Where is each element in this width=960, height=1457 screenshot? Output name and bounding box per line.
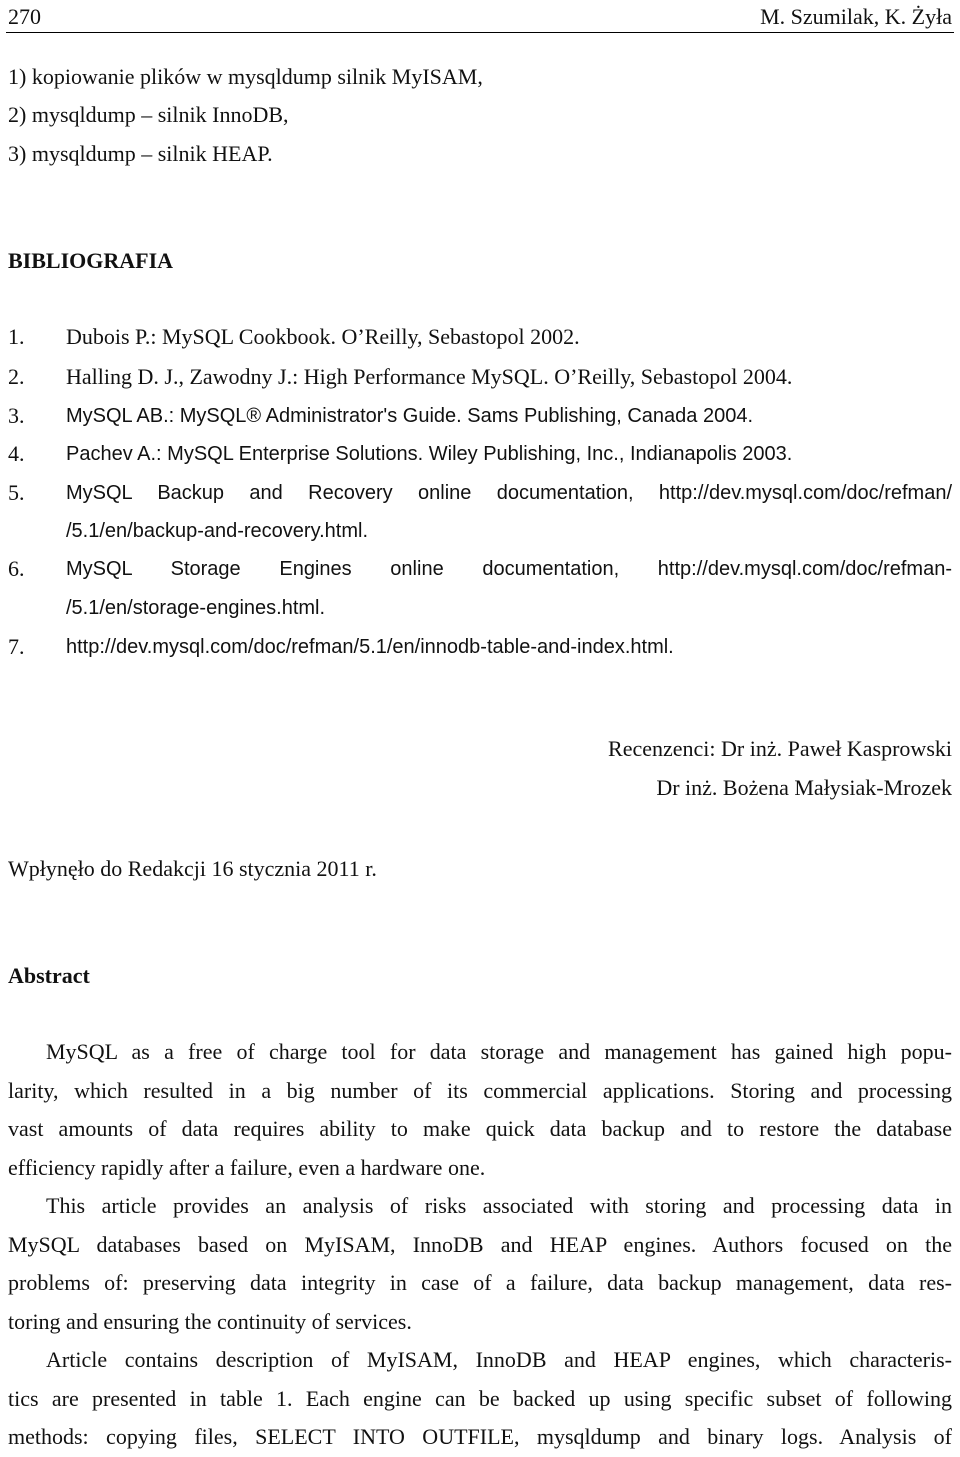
bib-entry-number: 7. <box>8 634 25 659</box>
running-head-authors: M. Szumilak, K. Żyła <box>760 4 952 29</box>
abstract-line: tics are presented in table 1. Each engine can be backed up using specific subset of following <box>8 1385 952 1411</box>
abstract-paragraph <box>8 1187 952 1341</box>
bib-entry-text-cont: /5.1/en/backup-and-recovery.html. <box>66 520 369 542</box>
abstract-line: This article provides an analysis of risks associated with storing and processing data in <box>46 1193 952 1218</box>
bib-entry-text: Pachev A.: MySQL Enterprise Solutions. Wiley Publishing, Inc., Indianapolis 2003. <box>66 443 793 465</box>
bib-entry-text-cont: /5.1/en/storage-engines.html. <box>66 597 326 619</box>
header-rule <box>6 32 954 33</box>
abstract-line: methods: copying files, SELECT INTO OUTFILE, mysqldump and binary logs. Analysis of <box>8 1424 952 1449</box>
page-number: 270 <box>8 4 41 29</box>
abstract-title: Abstract <box>8 963 90 988</box>
bib-entry-number: 1. <box>8 324 25 349</box>
abstract-paragraph <box>8 1341 952 1457</box>
method-item: 3) mysqldump – silnik HEAP. <box>8 141 273 166</box>
abstract-line: efficiency rapidly after a failure, even a hardware one. <box>8 1154 486 1180</box>
bib-entry-text: MySQL AB.: MySQL® Administrator's Guide. Sams Publishing, Canada 2004. <box>66 405 754 427</box>
reviewers-line: Recenzenci: Dr inż. Paweł Kasprowski <box>608 736 952 761</box>
bib-entry-number: 4. <box>8 441 25 466</box>
abstract-paragraph <box>8 1033 952 1187</box>
bibliography-title: BIBLIOGRAFIA <box>8 248 174 273</box>
abstract-line: toring and ensuring the continuity of services. <box>8 1308 412 1334</box>
bib-entry-number: 3. <box>8 403 25 428</box>
abstract-line: MySQL databases based on MyISAM, InnoDB and HEAP engines. Authors focused on the <box>8 1231 952 1257</box>
bib-entry-text: MySQL Backup and Recovery online documentation, http://dev.mysql.com/doc/refman/ <box>66 482 952 504</box>
bib-entry-text: Dubois P.: MySQL Cookbook. O’Reilly, Sebastopol 2002. <box>66 324 580 349</box>
abstract-line: problems of: preserving data integrity in case of a failure, data backup management, data res- <box>8 1270 952 1295</box>
abstract-line: larity, which resulted in a big number of its commercial applications. Storing and processing <box>8 1077 952 1103</box>
method-item: 1) kopiowanie plików w mysqldump silnik MyISAM, <box>8 64 483 89</box>
abstract-line: vast amounts of data requires ability to make quick data backup and to restore the database <box>8 1116 952 1141</box>
bib-entry-text: MySQL Storage Engines online documentation, http://dev.mysql.com/doc/refman- <box>66 558 952 580</box>
bib-entry-number: 2. <box>8 364 25 389</box>
received-date: Wpłynęło do Redakcji 16 stycznia 2011 r. <box>8 856 377 881</box>
abstract-line: MySQL as a free of charge tool for data storage and management has gained high popu- <box>46 1039 952 1064</box>
reviewers-line: Dr inż. Bożena Małysiak-Mrozek <box>656 775 952 800</box>
bib-entry-number: 5. <box>8 480 25 505</box>
bib-entry-text: http://dev.mysql.com/doc/refman/5.1/en/innodb-table-and-index.html. <box>66 636 674 658</box>
bib-entry-text: Halling D. J., Zawodny J.: High Performance MySQL. O’Reilly, Sebastopol 2004. <box>66 364 793 389</box>
bib-entry-number: 6. <box>8 556 25 581</box>
abstract-line: Article contains description of MyISAM, InnoDB and HEAP engines, which characteris- <box>46 1347 952 1372</box>
method-item: 2) mysqldump – silnik InnoDB, <box>8 102 289 127</box>
